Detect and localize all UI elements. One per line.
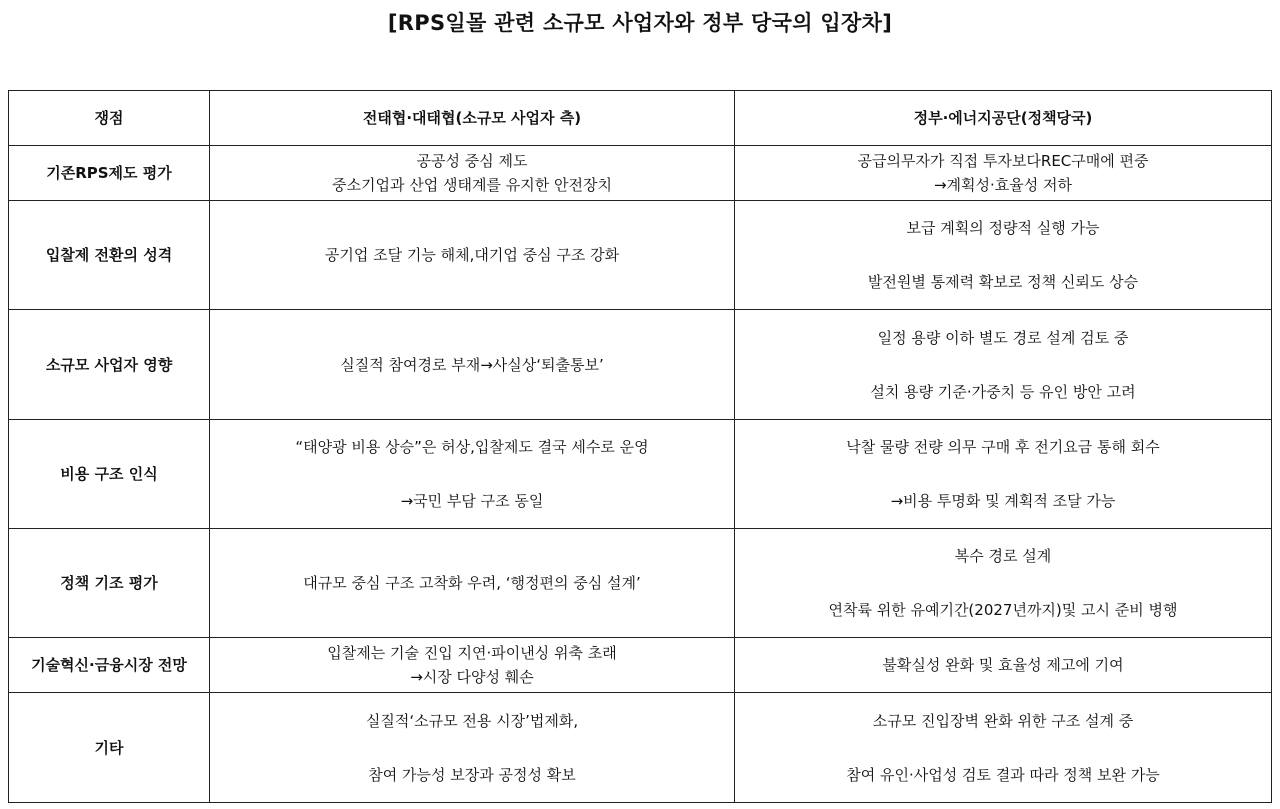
table-row	[9, 420, 1272, 529]
small-business-cell	[210, 201, 735, 310]
government-cell	[735, 146, 1272, 201]
header-issue: 쟁점	[9, 91, 210, 146]
cell-line: 공공성 중심 제도	[416, 152, 528, 170]
cell-line: 참여 유인·사업성 검토 결과 따라 정책 보완 가능	[846, 765, 1160, 784]
issue-cell: 입찰제 전환의 성격	[9, 201, 210, 310]
cell-line: “태양광 비용 상승”은 허상,입찰제도 결국 세수로 운영	[295, 438, 649, 456]
issue-cell: 기술혁신·금융시장 전망	[9, 638, 210, 693]
cell-line: 발전원별 통제력 확보로 정책 신뢰도 상승	[867, 273, 1139, 291]
cell-line: 복수 경로 설계	[954, 547, 1052, 565]
cell-line: →계획성·효율성 저하	[933, 176, 1073, 194]
table-row	[9, 310, 1272, 420]
cell-line: 실질적‘소규모 전용 시장’법제화,	[365, 711, 579, 730]
small-business-cell	[210, 146, 735, 201]
table-row	[9, 529, 1272, 638]
issue-cell: 소규모 사업자 영향	[9, 310, 210, 420]
small-business-cell	[210, 529, 735, 638]
cell-line: 일정 용량 이하 별도 경로 설계 검토 중	[877, 328, 1129, 347]
cell-line: 낙찰 물량 전량 의무 구매 후 전기요금 통해 회수	[846, 438, 1160, 456]
small-business-cell	[210, 420, 735, 529]
cell-line: 불확실성 완화 및 효율성 제고에 기여	[882, 656, 1124, 674]
header-small-business: 전태협·대태협(소규모 사업자 측)	[210, 91, 735, 146]
cell-line: 입찰제는 기술 진입 지연·파이낸싱 위축 초래	[327, 644, 617, 662]
issue-cell: 기존RPS제도 평가	[9, 146, 210, 201]
government-cell	[735, 310, 1272, 420]
table-row	[9, 201, 1272, 310]
table-header-row	[9, 91, 1272, 146]
government-cell	[735, 420, 1272, 529]
table-row	[9, 146, 1272, 201]
small-business-cell	[210, 638, 735, 693]
government-cell	[735, 638, 1272, 693]
cell-line: 대규모 중심 구조 고착화 우려, ‘행정편의 중심 설계’	[303, 574, 641, 592]
table-row	[9, 693, 1272, 803]
government-cell	[735, 201, 1272, 310]
issue-cell: 비용 구조 인식	[9, 420, 210, 529]
comparison-table	[8, 90, 1272, 803]
issue-cell: 기타	[9, 693, 210, 803]
issue-cell: 정책 기조 평가	[9, 529, 210, 638]
cell-line: →비용 투명화 및 계획적 조달 가능	[890, 492, 1116, 510]
small-business-cell	[210, 310, 735, 420]
government-cell	[735, 529, 1272, 638]
table-row	[9, 638, 1272, 693]
page-title: [RPS일몰 관련 소규모 사업자와 정부 당국의 입장차]	[387, 11, 893, 35]
cell-line: 공기업 조달 기능 해체,대기업 중심 구조 강화	[324, 246, 620, 264]
cell-line: →국민 부담 구조 동일	[400, 492, 544, 510]
cell-line: 참여 가능성 보장과 공정성 확보	[368, 765, 576, 784]
government-cell	[735, 693, 1272, 803]
cell-line: 소규모 진입장벽 완화 위한 구조 설계 중	[872, 711, 1134, 730]
cell-line: 연착륙 위한 유예기간(2027년까지)및 고시 준비 병행	[828, 601, 1178, 619]
cell-line: 실질적 참여경로 부재→사실상‘퇴출통보’	[340, 355, 604, 374]
cell-line: 설치 용량 기준·가중치 등 유인 방안 고려	[870, 382, 1136, 401]
cell-line: 보급 계획의 정량적 실행 가능	[906, 219, 1100, 237]
small-business-cell	[210, 693, 735, 803]
header-government: 정부·에너지공단(정책당국)	[735, 91, 1272, 146]
cell-line: →시장 다양성 훼손	[410, 668, 534, 686]
cell-line: 중소기업과 산업 생태계를 유지한 안전장치	[332, 176, 612, 194]
cell-line: 공급의무자가 직접 투자보다REC구매에 편중	[857, 152, 1149, 170]
